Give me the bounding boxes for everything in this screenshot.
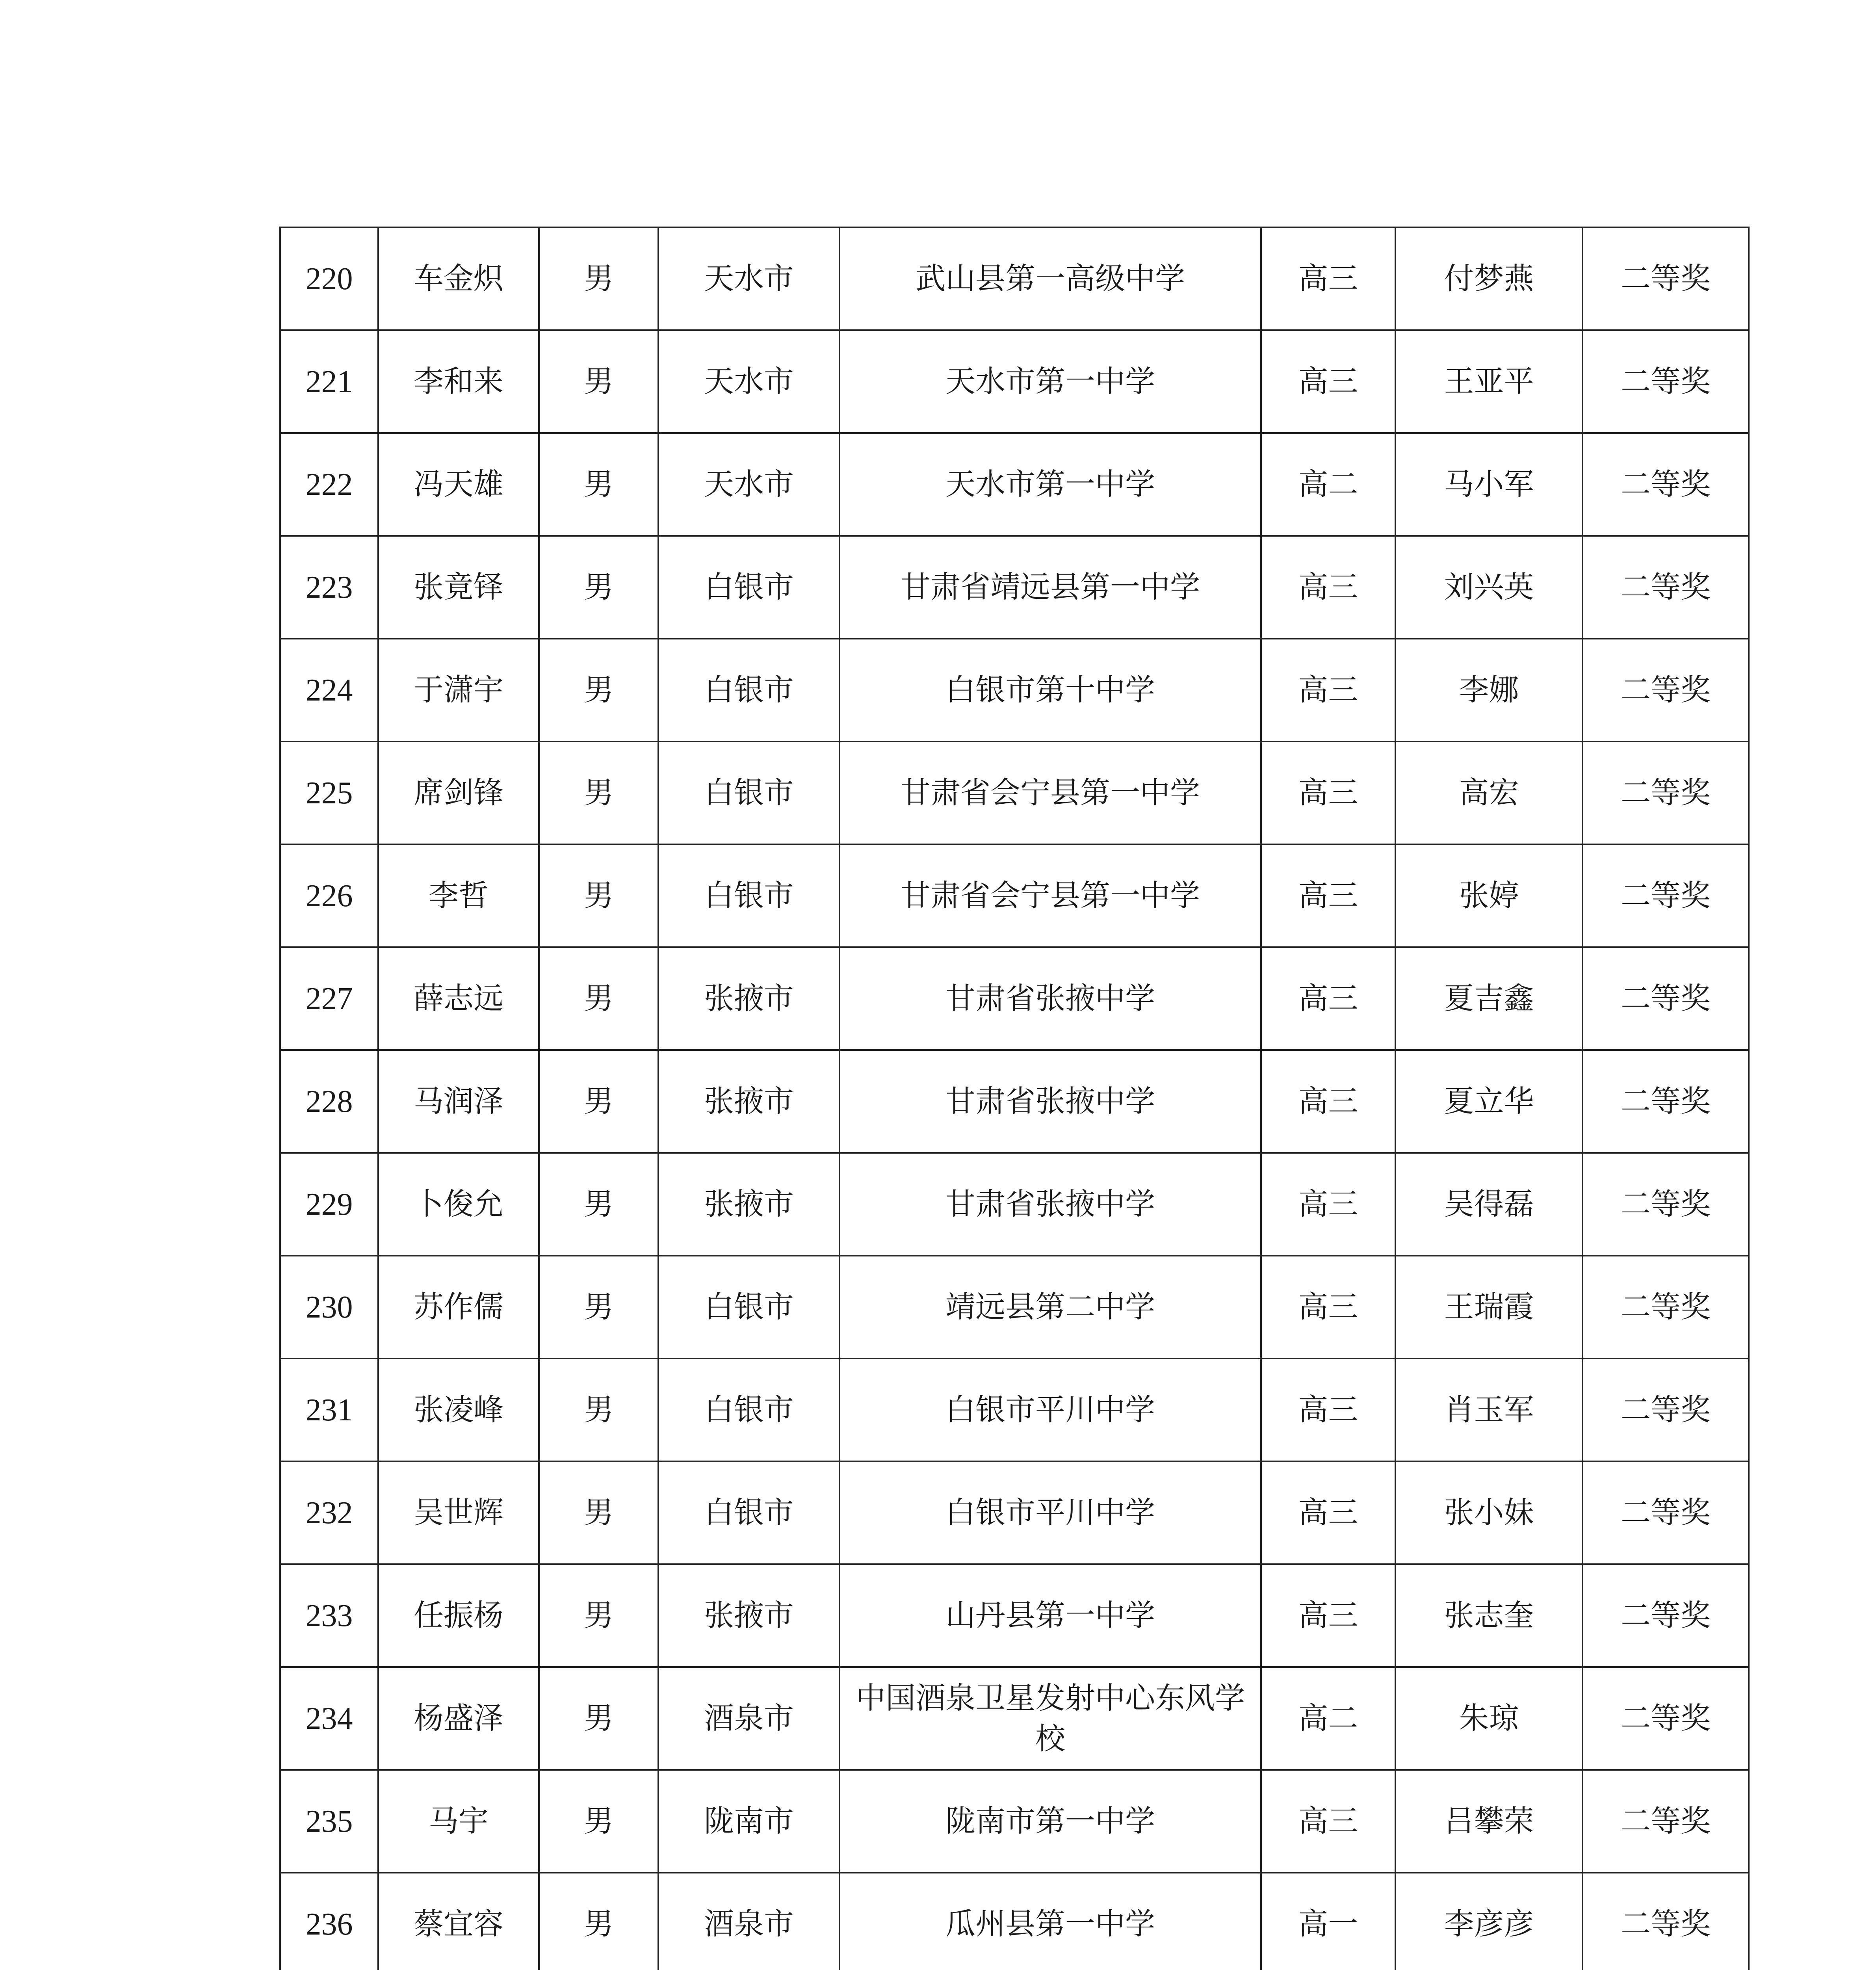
student-school: 天水市第一中学 — [840, 433, 1261, 536]
row-number: 221 — [280, 330, 378, 433]
student-gender: 男 — [539, 1153, 658, 1256]
table-row — [280, 742, 1749, 844]
row-number: 223 — [280, 536, 378, 639]
table-row — [280, 1359, 1749, 1461]
table-row — [280, 227, 1749, 330]
student-grade: 高三 — [1261, 1770, 1395, 1873]
student-gender: 男 — [539, 1256, 658, 1359]
student-city: 白银市 — [658, 536, 840, 639]
row-number: 229 — [280, 1153, 378, 1256]
student-name: 冯天雄 — [378, 433, 539, 536]
table-row — [280, 1667, 1749, 1770]
student-name: 卜俊允 — [378, 1153, 539, 1256]
student-school: 瓜州县第一中学 — [840, 1873, 1261, 1970]
student-gender: 男 — [539, 1050, 658, 1153]
row-number: 234 — [280, 1667, 378, 1770]
student-name: 李和来 — [378, 330, 539, 433]
student-name: 李哲 — [378, 844, 539, 947]
table-row — [280, 1256, 1749, 1359]
student-name: 张竟铎 — [378, 536, 539, 639]
advisor-teacher: 刘兴英 — [1395, 536, 1583, 639]
award-level: 二等奖 — [1583, 1256, 1749, 1359]
student-name: 马润泽 — [378, 1050, 539, 1153]
student-grade: 高三 — [1261, 1050, 1395, 1153]
student-name: 于潇宇 — [378, 639, 539, 742]
student-city: 天水市 — [658, 433, 840, 536]
row-number: 224 — [280, 639, 378, 742]
student-city: 天水市 — [658, 227, 840, 330]
student-school: 白银市第十中学 — [840, 639, 1261, 742]
row-number: 235 — [280, 1770, 378, 1873]
table-row — [280, 1153, 1749, 1256]
student-name: 薛志远 — [378, 947, 539, 1050]
advisor-teacher: 吴得磊 — [1395, 1153, 1583, 1256]
award-level: 二等奖 — [1583, 1359, 1749, 1461]
student-grade: 高二 — [1261, 433, 1395, 536]
student-grade: 高三 — [1261, 227, 1395, 330]
award-level: 二等奖 — [1583, 1873, 1749, 1970]
student-school: 甘肃省张掖中学 — [840, 1153, 1261, 1256]
student-grade: 高二 — [1261, 1667, 1395, 1770]
table-row — [280, 1770, 1749, 1873]
student-grade: 高三 — [1261, 639, 1395, 742]
table-row — [280, 330, 1749, 433]
row-number: 227 — [280, 947, 378, 1050]
student-grade: 高三 — [1261, 1256, 1395, 1359]
student-city: 酒泉市 — [658, 1667, 840, 1770]
award-level: 二等奖 — [1583, 227, 1749, 330]
award-level: 二等奖 — [1583, 947, 1749, 1050]
student-name: 杨盛泽 — [378, 1667, 539, 1770]
row-number: 232 — [280, 1461, 378, 1564]
student-school: 白银市平川中学 — [840, 1461, 1261, 1564]
row-number: 228 — [280, 1050, 378, 1153]
award-level: 二等奖 — [1583, 433, 1749, 536]
advisor-teacher: 马小军 — [1395, 433, 1583, 536]
student-city: 酒泉市 — [658, 1873, 840, 1970]
award-level: 二等奖 — [1583, 1667, 1749, 1770]
student-grade: 高三 — [1261, 330, 1395, 433]
student-city: 白银市 — [658, 742, 840, 844]
student-gender: 男 — [539, 742, 658, 844]
advisor-teacher: 张婷 — [1395, 844, 1583, 947]
table-row — [280, 639, 1749, 742]
advisor-teacher: 王瑞霞 — [1395, 1256, 1583, 1359]
student-grade: 高三 — [1261, 742, 1395, 844]
student-name: 苏作儒 — [378, 1256, 539, 1359]
table-row — [280, 1873, 1749, 1970]
student-grade: 高三 — [1261, 1153, 1395, 1256]
row-number: 236 — [280, 1873, 378, 1970]
student-gender: 男 — [539, 330, 658, 433]
advisor-teacher: 张志奎 — [1395, 1564, 1583, 1667]
student-gender: 男 — [539, 1461, 658, 1564]
student-grade: 高三 — [1261, 536, 1395, 639]
row-number: 225 — [280, 742, 378, 844]
student-gender: 男 — [539, 1564, 658, 1667]
student-grade: 高三 — [1261, 1564, 1395, 1667]
advisor-teacher: 付梦燕 — [1395, 227, 1583, 330]
student-city: 张掖市 — [658, 947, 840, 1050]
student-school: 甘肃省张掖中学 — [840, 1050, 1261, 1153]
student-gender: 男 — [539, 639, 658, 742]
student-gender: 男 — [539, 947, 658, 1050]
award-table — [279, 227, 1750, 1970]
student-grade: 高三 — [1261, 1461, 1395, 1564]
student-school: 中国酒泉卫星发射中心东风学校 — [840, 1667, 1261, 1770]
student-school: 武山县第一高级中学 — [840, 227, 1261, 330]
student-grade: 高三 — [1261, 1359, 1395, 1461]
student-name: 车金炽 — [378, 227, 539, 330]
student-gender: 男 — [539, 536, 658, 639]
student-gender: 男 — [539, 844, 658, 947]
award-level: 二等奖 — [1583, 639, 1749, 742]
student-school: 甘肃省会宁县第一中学 — [840, 844, 1261, 947]
student-gender: 男 — [539, 433, 658, 536]
row-number: 226 — [280, 844, 378, 947]
student-school: 甘肃省会宁县第一中学 — [840, 742, 1261, 844]
advisor-teacher: 夏吉鑫 — [1395, 947, 1583, 1050]
award-level: 二等奖 — [1583, 742, 1749, 844]
table-row — [280, 1461, 1749, 1564]
advisor-teacher: 夏立华 — [1395, 1050, 1583, 1153]
student-name: 张凌峰 — [378, 1359, 539, 1461]
student-name: 席剑锋 — [378, 742, 539, 844]
student-city: 张掖市 — [658, 1153, 840, 1256]
student-school: 天水市第一中学 — [840, 330, 1261, 433]
table-row — [280, 844, 1749, 947]
table-row — [280, 947, 1749, 1050]
student-city: 白银市 — [658, 1359, 840, 1461]
award-level: 二等奖 — [1583, 1564, 1749, 1667]
student-gender: 男 — [539, 1667, 658, 1770]
student-name: 马宇 — [378, 1770, 539, 1873]
advisor-teacher: 王亚平 — [1395, 330, 1583, 433]
award-level: 二等奖 — [1583, 1050, 1749, 1153]
advisor-teacher: 高宏 — [1395, 742, 1583, 844]
award-level: 二等奖 — [1583, 1461, 1749, 1564]
row-number: 222 — [280, 433, 378, 536]
row-number: 233 — [280, 1564, 378, 1667]
student-school: 甘肃省张掖中学 — [840, 947, 1261, 1050]
student-school: 陇南市第一中学 — [840, 1770, 1261, 1873]
row-number: 231 — [280, 1359, 378, 1461]
student-grade: 高三 — [1261, 844, 1395, 947]
student-city: 天水市 — [658, 330, 840, 433]
student-name: 吴世辉 — [378, 1461, 539, 1564]
student-grade: 高一 — [1261, 1873, 1395, 1970]
row-number: 230 — [280, 1256, 378, 1359]
table-row — [280, 1050, 1749, 1153]
student-school: 甘肃省靖远县第一中学 — [840, 536, 1261, 639]
student-city: 张掖市 — [658, 1564, 840, 1667]
award-level: 二等奖 — [1583, 330, 1749, 433]
student-grade: 高三 — [1261, 947, 1395, 1050]
student-name: 任振杨 — [378, 1564, 539, 1667]
table-row — [280, 1564, 1749, 1667]
table-row — [280, 433, 1749, 536]
student-school: 山丹县第一中学 — [840, 1564, 1261, 1667]
student-name: 蔡宜容 — [378, 1873, 539, 1970]
student-school: 白银市平川中学 — [840, 1359, 1261, 1461]
student-gender: 男 — [539, 1873, 658, 1970]
student-city: 白银市 — [658, 1256, 840, 1359]
award-level: 二等奖 — [1583, 844, 1749, 947]
student-city: 白银市 — [658, 639, 840, 742]
advisor-teacher: 李彦彦 — [1395, 1873, 1583, 1970]
advisor-teacher: 朱琼 — [1395, 1667, 1583, 1770]
student-gender: 男 — [539, 1770, 658, 1873]
advisor-teacher: 吕攀荣 — [1395, 1770, 1583, 1873]
student-city: 陇南市 — [658, 1770, 840, 1873]
award-level: 二等奖 — [1583, 536, 1749, 639]
student-gender: 男 — [539, 1359, 658, 1461]
student-city: 白银市 — [658, 844, 840, 947]
student-school: 靖远县第二中学 — [840, 1256, 1261, 1359]
advisor-teacher: 李娜 — [1395, 639, 1583, 742]
advisor-teacher: 张小妹 — [1395, 1461, 1583, 1564]
award-table-body — [280, 227, 1749, 1970]
advisor-teacher: 肖玉军 — [1395, 1359, 1583, 1461]
row-number: 220 — [280, 227, 378, 330]
award-level: 二等奖 — [1583, 1153, 1749, 1256]
student-city: 张掖市 — [658, 1050, 840, 1153]
student-city: 白银市 — [658, 1461, 840, 1564]
table-row — [280, 536, 1749, 639]
student-gender: 男 — [539, 227, 658, 330]
award-level: 二等奖 — [1583, 1770, 1749, 1873]
